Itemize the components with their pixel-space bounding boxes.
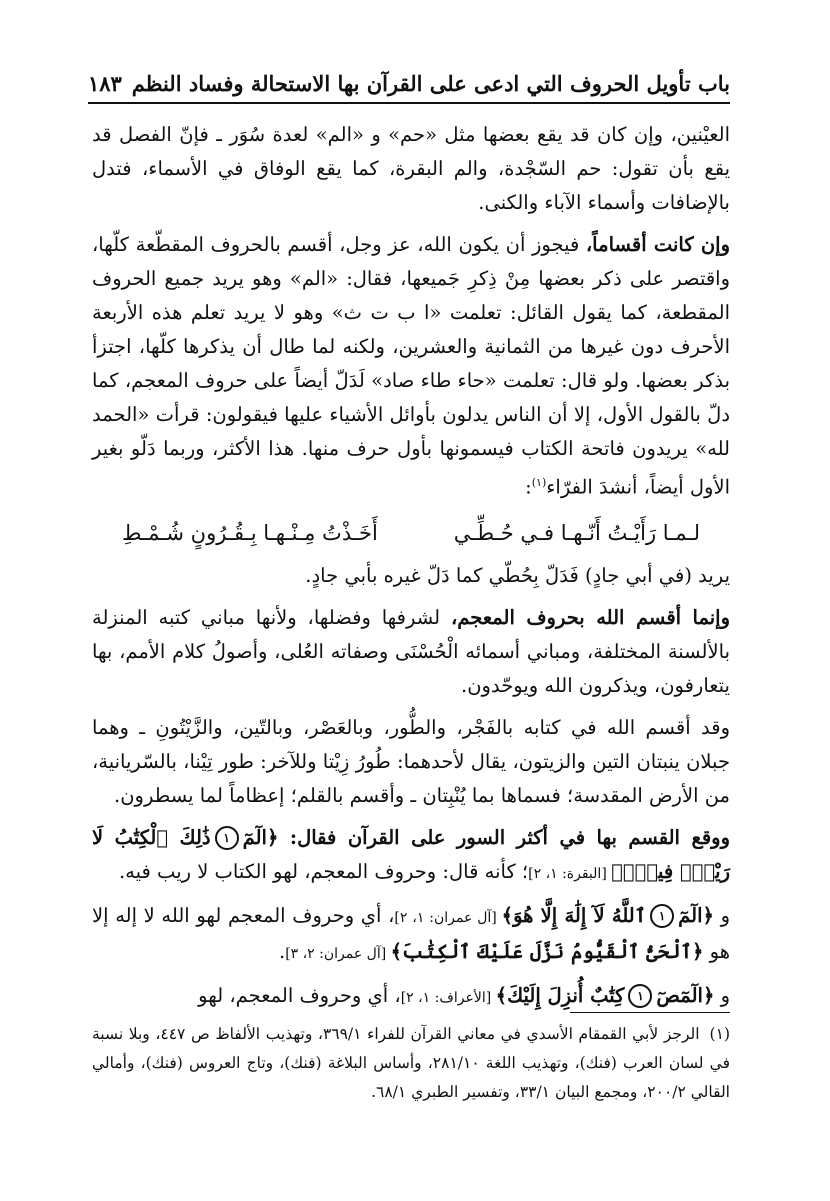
footnote-text: الرجز لأبي القمقام الأسدي في معاني القرآن للفراء ٣٦٩/١، وتهذيب الألفاظ ص ٤٤٧، وبلا نسبة في لسان العرب (فنك)، وتهذيب اللغة ٢٨١/١٠، وأساس البلاغة (فنك)، وتاج العروس (فنك)، وأمالي القالي ٢٠٠/٢، ومجمع البيان ٣٣/١، وتفسير الطبري ٦٨/١.: [92, 1025, 730, 1101]
footnote: [92, 1020, 730, 1107]
paragraph-4: [92, 601, 730, 703]
paragraph-text: ، أي وحروف المعجم لهو الله لا إله إلا هو: [92, 903, 730, 963]
quran-quote: ﴿الٓمٓصٓ: [656, 983, 715, 1007]
paragraph-6: [92, 821, 730, 891]
paragraph-7: [92, 899, 730, 971]
quran-quote: كِتَٰبٌ أُنزِلَ إِلَيْكَ﴾: [495, 983, 625, 1007]
paragraph-text: و: [713, 903, 730, 927]
verse-first-hemistich: لـمـا رَأَيْـتُ أَنّـهـا فـي حُـطِّـي: [453, 520, 700, 545]
surah-reference: [الأعراف: ١، ٢]: [400, 989, 496, 1006]
paragraph-end: .: [278, 939, 286, 963]
quran-quote: ﴿الٓمٓ: [242, 825, 290, 849]
quran-quote: ٱللَّهُ لَآ إِلَٰهَ إِلَّا هُوَ﴾: [501, 903, 647, 927]
paragraph-lead: وإنما أقسم الله بحروف المعجم،: [450, 605, 730, 629]
verse-second-hemistich: أَخَـذْتُ مِـنْـهـا بِـقُـرُونٍ شُـمْـطِ: [122, 520, 378, 545]
running-title: باب تأويل الحروف التي ادعى على القرآن بها الاستحالة وفساد النظم: [131, 71, 730, 96]
paragraph-text: فيجوز أن يكون الله، عز وجل، أقسم بالحروف المقطّعة كلّها، واقتصر على ذكر بعضها مِنْ ذِكرِ جَميعها، فقال: «الم» وهو يريد جميع الحروف المقطعة، كما يقول القائل: تعلمت «ا ب ت ث» وهو لا يريد تعلم هذه الأربعة الأحرف دون غيرها من الثمانية والعشرين، ولكنه لما طال أن يذكرها كلّها، اجتزأ بذكر بعضها. ولو قال: تعلمت «حاء طاء صاد» لَدَلّ أيضاً على حروف المعجم، كما دلّ بالقول الأول، إلا أن الناس يدلون بأوائل الأشياء عليها فيقولون: قرأت «الحمد لله» يريدون فاتحة الكتاب فيسمونها بأول حرف منها. هذا الأكثر، وربما دَلّو بغير الأول أيضاً، أنشدَ الفرّاء: [92, 233, 730, 499]
paragraph-end: :: [525, 475, 532, 499]
poetry-verse: [122, 513, 700, 553]
paragraph-3: يريد (في أبي جادٍ) فَدَلّ بِحُطّي كما دَلّ غيره بأبي جادٍ.: [305, 563, 730, 587]
page-number: ١٨٣: [88, 71, 122, 96]
paragraph-text: ، أي وحروف المعجم، لهو: [198, 983, 401, 1007]
surah-reference: [آل عمران: ١، ٢]: [394, 909, 502, 926]
footnote-marker[interactable]: (١): [531, 476, 547, 489]
surah-reference: [البقرة: ١، ٢]: [528, 865, 612, 882]
ayah-number-icon: ١: [650, 904, 674, 928]
surah-reference: [آل عمران: ٢، ٣]: [285, 945, 391, 962]
quran-quote: ﴿الٓمٓ: [678, 903, 714, 927]
page-header: [88, 58, 730, 104]
ayah-number-icon: ١: [628, 984, 652, 1008]
paragraph-2: [92, 228, 730, 505]
paragraph-text: و: [714, 983, 730, 1007]
footnote-number: (١): [709, 1025, 730, 1043]
quran-quote: ذَٰلِكَ ٱلْكِتَٰبُ لَا رَيْبَۛ فِيهِۛ﴾: [92, 825, 730, 883]
paragraph-text: لشرفها وفضلها، ولأنها مباني كتبه المنزلة بالألسنة المختلفة، ومباني أسمائه الْحُسْنَى وصفاته العُلى، وأصولُ كلام الأمم، بها يتعارفون، ويذكرون الله ويوحّدون.: [92, 605, 730, 697]
quran-quote: ﴿ٱلْحَىُّ ٱلْقَيُّومُ نَزَّلَ عَلَيْكَ ٱلْكِتَٰبَ﴾: [390, 939, 704, 963]
paragraph-1: العيْنين، وإن كان قد يقع بعضها مثل «حم» و «الم» لعدة سُوَر ـ فإنّ الفصل قد يقع بأن تقول: حم السّجْدة، والم البقرة، كما يقع الوفاق في الأسماء، فتدل بالإضافات وأسماء الآباء والكنى.: [92, 123, 730, 214]
paragraph-8: [92, 979, 730, 1015]
main-text: [92, 118, 730, 1023]
ayah-number-icon: ١: [215, 826, 239, 850]
paragraph-5: وقد أقسم الله في كتابه بالفَجْر، والطُّور، وبالعَصْر، وبالتّين، والزَّيْتُونِ ـ وهما جبلان ينبتان التين والزيتون، يقال لأحدهما: طُورُ زِيْتا وللآخر: طور تِيْنا، بالسّريانية، من الأرض المقدسة؛ فسماها بما يُنْبِتان ـ وأقسم بالقلم؛ إعظاماً لما يسطرون.: [92, 715, 730, 807]
paragraph-text: ؛ كأنه قال: وحروف المعجم، لهو الكتاب لا ريب فيه.: [118, 859, 529, 883]
paragraph-lead: وإن كانت أقساماً،: [585, 233, 730, 256]
paragraph-lead: ووقع القسم بها في أكثر السور على القرآن فقال:: [289, 825, 730, 849]
footnote-divider: [570, 1012, 730, 1013]
